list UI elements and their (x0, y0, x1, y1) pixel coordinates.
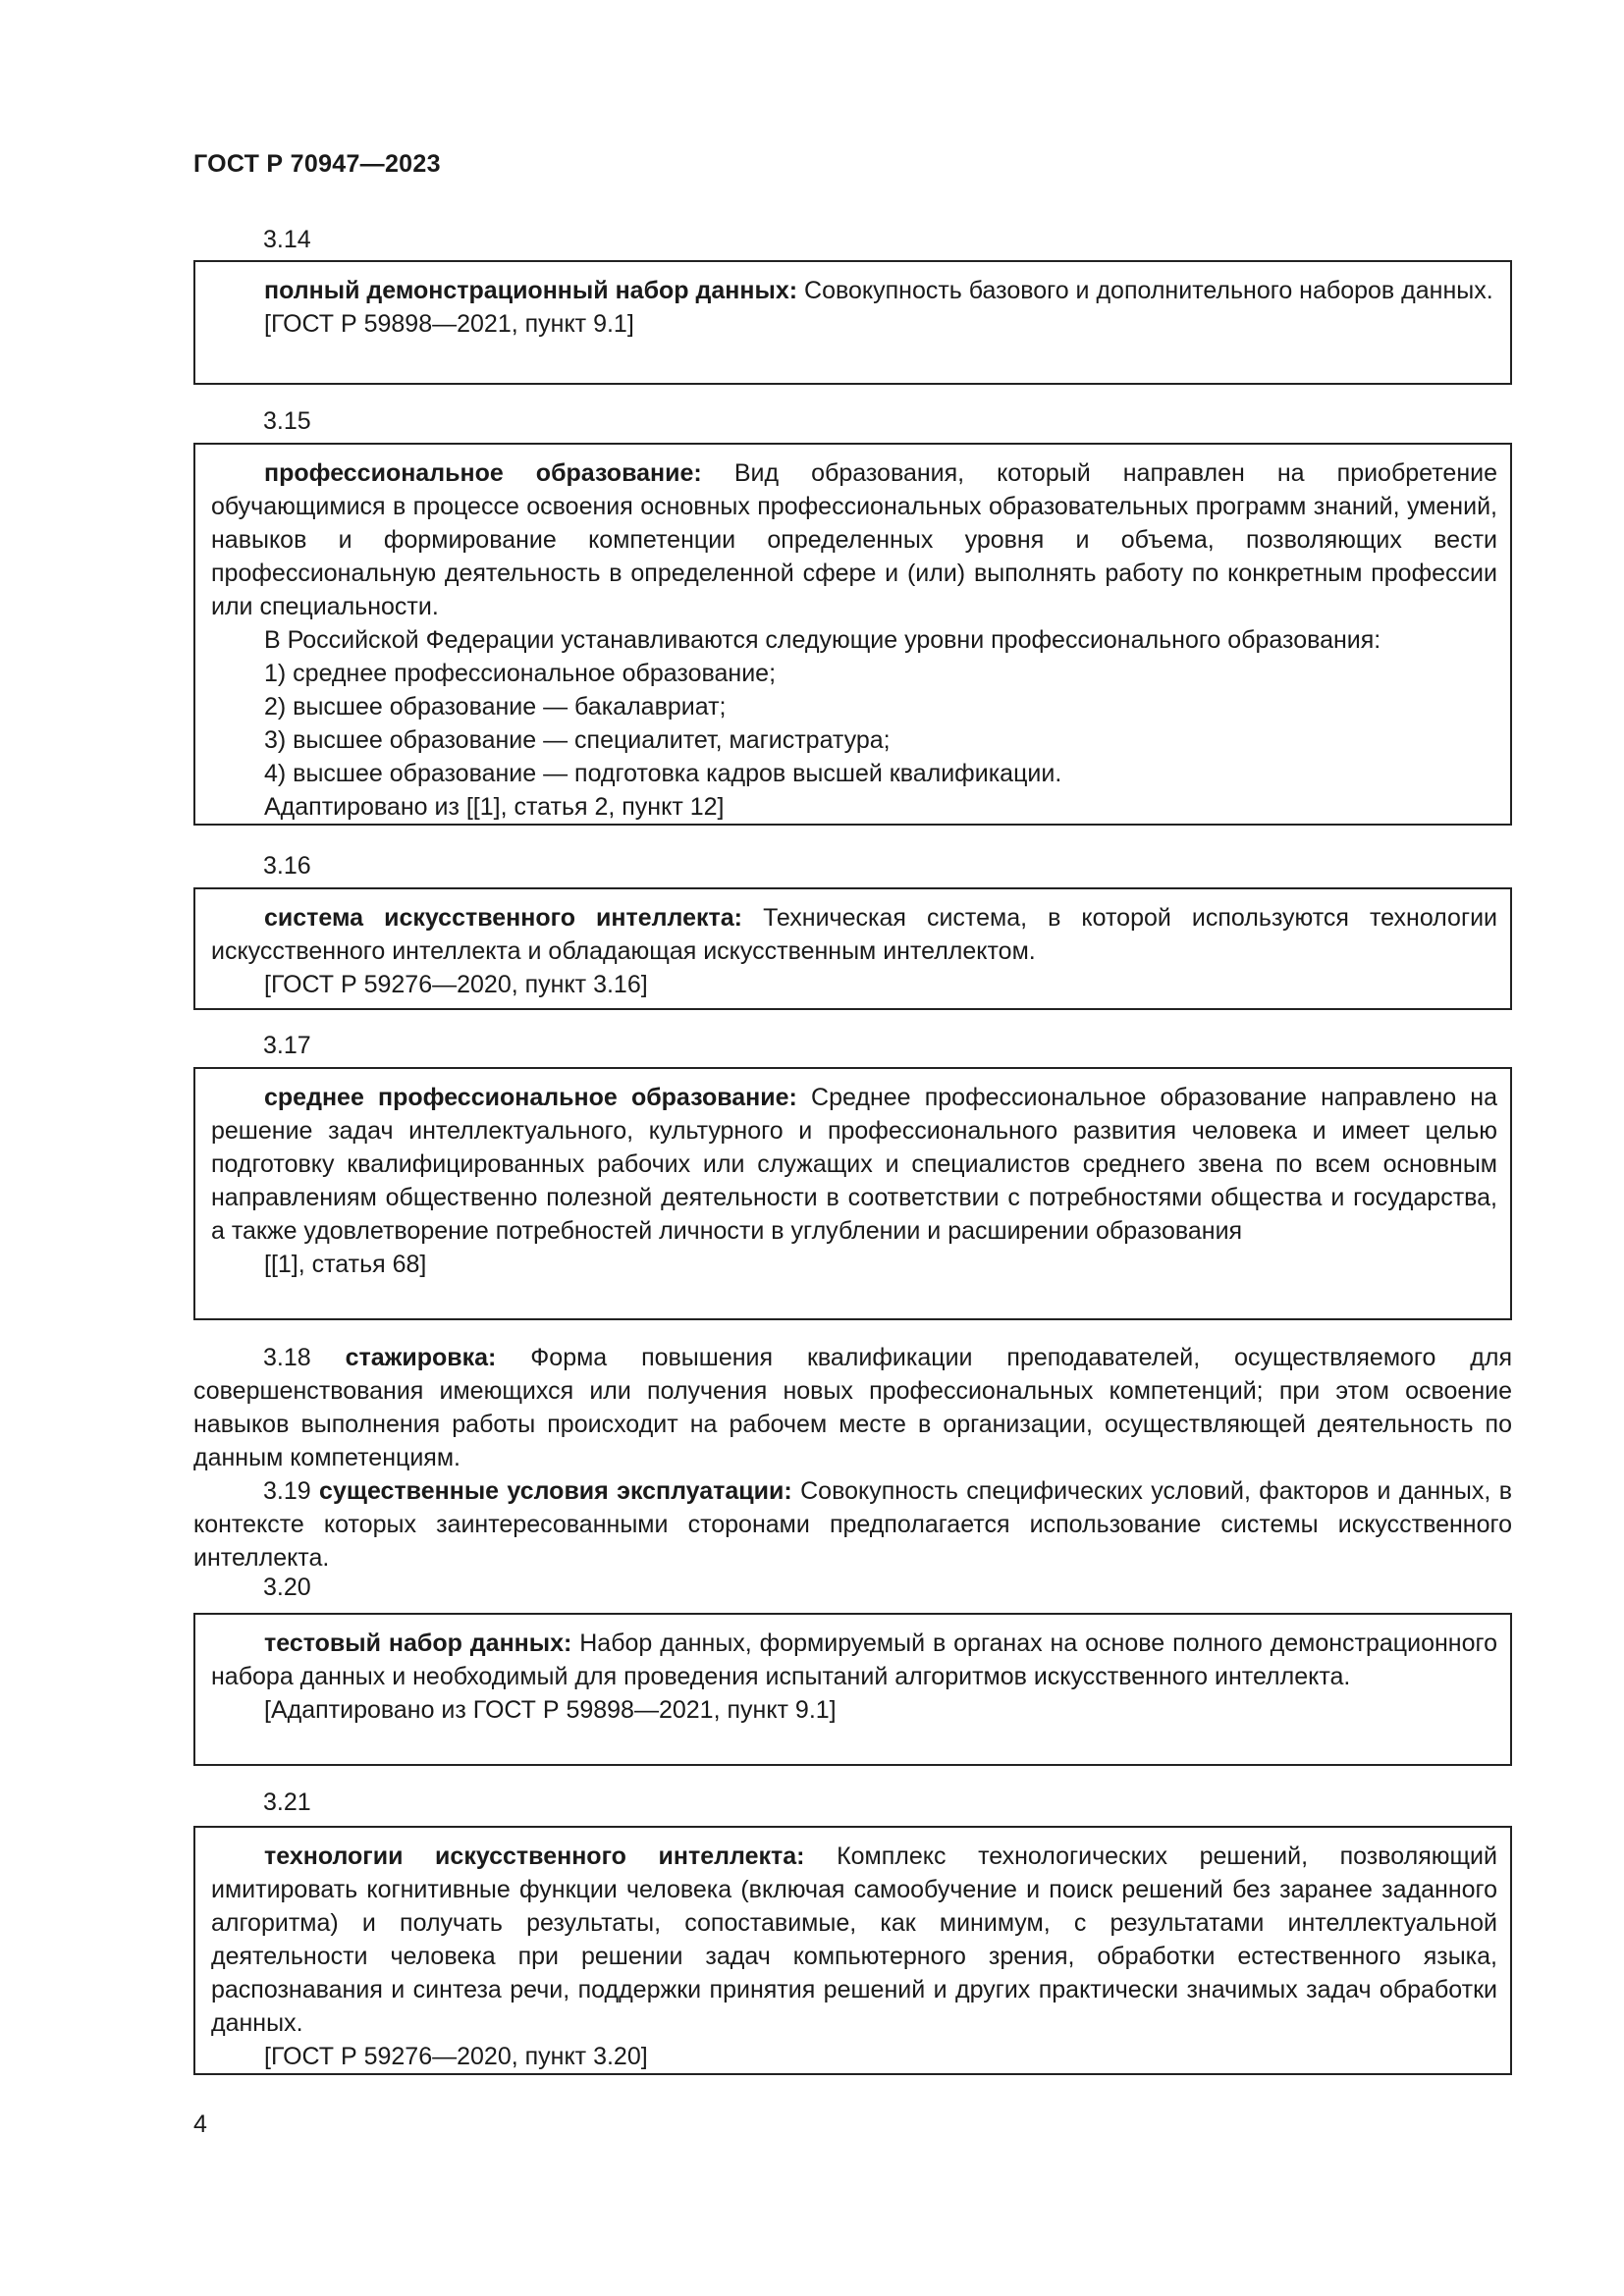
list-item: 1) среднее профессиональное образование; (264, 660, 777, 687)
definition-text: Вид образования, который направлен на приобретение обучающимися в процессе освоения основных профессиональных образовательных программ знаний, умений, навыков и формирование компетенции определенных уровня и объема, позволяющих вести профессиональную деятельность в определенной сфере и (или) выполнять работу по конкретным профессии или специальности. (211, 459, 1498, 620)
term-title: стажировка: (345, 1344, 497, 1371)
term-number-3-16: 3.16 (263, 852, 311, 880)
term-reference: [[1], статья 68] (264, 1251, 427, 1278)
definition-text: Форма повышения квалификации преподавателей, осуществляемого для совершенствования имеющихся или получения новых профессиональных компетенций; при этом освоение навыков выполнения работы происходит на рабочем месте в организации, осуществляющей деятельность по данным компетенциям. (193, 1344, 1512, 1471)
term-box-3-16 (193, 887, 1512, 1010)
term-title: технологии искусственного интеллекта: (264, 1842, 805, 1870)
list-item: 3) высшее образование — специалитет, магистратура; (264, 726, 891, 754)
term-box-3-17 (193, 1067, 1512, 1320)
page-number: 4 (193, 2110, 207, 2138)
term-box-3-14 (193, 260, 1512, 385)
term-number-3-14: 3.14 (263, 226, 311, 253)
definition-text: Комплекс технологических решений, позволяющий имитировать когнитивные функции человека (включая самообучение и поиск решений без заранее заданного алгоритма) и получать результаты, сопоставимые, как минимум, с результатами интеллектуальной деятельности человека при решении задач компьютерного зрения, обработки естественного языка, распознавания и синтеза речи, поддержки принятия решений и других практически значимых задач обработки данных. (211, 1842, 1497, 2037)
note-intro: В Российской Федерации устанавливаются следующие уровни профессионального образования: (264, 626, 1381, 654)
term-definition (211, 1081, 1497, 1248)
list-item: 2) высшее образование — бакалавриат; (264, 693, 727, 721)
list-item: 4) высшее образование — подготовка кадров высшей квалификации. (264, 760, 1062, 787)
term-number-3-21: 3.21 (263, 1789, 311, 1816)
term-title: профессиональное образование: (264, 459, 702, 487)
term-number: 3.18 (263, 1344, 311, 1371)
term-reference: [ГОСТ Р 59276—2020, пункт 3.20] (264, 2043, 648, 2070)
term-number-3-17: 3.17 (263, 1032, 311, 1059)
document-header: ГОСТ Р 70947—2023 (193, 150, 441, 178)
term-number: 3.19 (263, 1477, 311, 1505)
definition-text: Среднее профессиональное образование направлено на решение задач интеллектуального, культурного и профессионального развития человека и имеет целью подготовку квалифицированных рабочих или служащих и специалистов среднего звена по всем основным направлениям общественно полезной деятельности в соответствии с потребностями общества и государства, а также удовлетворение потребностей личности в углублении и расширении образования (211, 1084, 1497, 1245)
definition-text: Техническая система, в которой используются технологии искусственного интеллекта и обладающая искусственным интеллектом. (211, 904, 1498, 965)
term-box-3-21 (193, 1826, 1512, 2075)
plain-terms-block (193, 1341, 1512, 1575)
term-title: система искусственного интеллекта: (264, 904, 742, 932)
term-3-18 (193, 1341, 1512, 1474)
term-reference: [Адаптировано из ГОСТ Р 59898—2021, пункт 9.1] (264, 1696, 837, 1724)
term-definition (211, 1840, 1497, 2040)
term-definition (211, 1627, 1497, 1693)
term-3-19 (193, 1474, 1512, 1575)
term-number-3-15: 3.15 (263, 407, 311, 435)
term-definition (211, 274, 1497, 307)
term-number-3-20: 3.20 (263, 1574, 311, 1601)
term-box-3-20 (193, 1613, 1512, 1766)
term-definition (211, 901, 1497, 968)
definition-text: Совокупность базового и дополнительного наборов данных. (804, 277, 1493, 304)
term-definition (211, 456, 1497, 623)
term-reference: [ГОСТ Р 59276—2020, пункт 3.16] (264, 971, 648, 998)
term-title: полный демонстрационный набор данных: (264, 277, 798, 304)
definition-text: Совокупность специфических условий, факторов и данных, в контексте которых заинтересованными сторонами предполагается использование системы искусственного интеллекта. (193, 1477, 1512, 1572)
term-reference: [ГОСТ Р 59898—2021, пункт 9.1] (264, 310, 634, 338)
term-title: существенные условия эксплуатации: (319, 1477, 792, 1505)
term-box-3-15 (193, 443, 1512, 826)
term-title: среднее профессиональное образование: (264, 1084, 797, 1111)
term-title: тестовый набор данных: (264, 1629, 572, 1657)
term-reference: Адаптировано из [[1], статья 2, пункт 12] (264, 793, 725, 821)
definition-text: Набор данных, формируемый в органах на основе полного демонстрационного набора данных и необходимый для проведения испытаний алгоритмов искусственного интеллекта. (211, 1629, 1497, 1690)
